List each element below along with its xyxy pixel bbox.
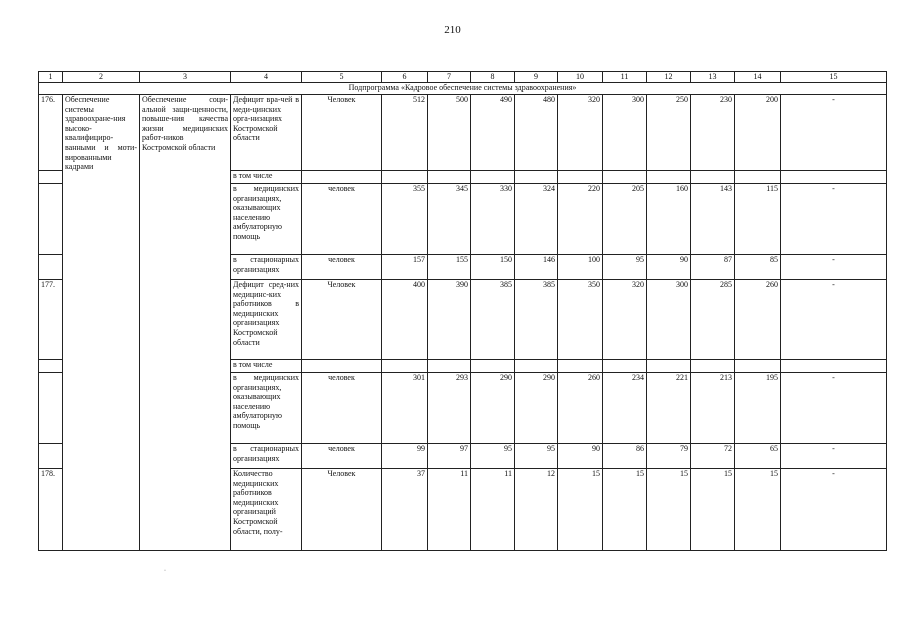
value-cell: [428, 171, 471, 184]
value-cell: [471, 360, 515, 373]
value-cell: 15: [735, 469, 781, 551]
value-cell: [603, 171, 647, 184]
row-number: 178.: [39, 469, 63, 551]
value-cell: [558, 360, 603, 373]
indicator-cell: в стационарных организациях: [231, 444, 302, 469]
indicator-cell: Количество медицинских работников медицинских организаций Костромской области, полу-: [231, 469, 302, 551]
row-number: [39, 373, 63, 444]
value-cell: 90: [558, 444, 603, 469]
value-cell: 350: [558, 280, 603, 360]
value-cell: 480: [515, 95, 558, 171]
value-cell: 85: [735, 255, 781, 280]
note-cell: [781, 360, 887, 373]
note-cell: -: [781, 373, 887, 444]
value-cell: 500: [428, 95, 471, 171]
value-cell: 37: [382, 469, 428, 551]
value-cell: 300: [647, 280, 691, 360]
value-cell: [691, 171, 735, 184]
col-header: 8: [471, 72, 515, 83]
row-number: [39, 255, 63, 280]
value-cell: 385: [515, 280, 558, 360]
row-number: [39, 360, 63, 373]
value-cell: 355: [382, 184, 428, 255]
page-number: 210: [444, 24, 461, 36]
value-cell: 87: [691, 255, 735, 280]
value-cell: [428, 360, 471, 373]
value-cell: 160: [647, 184, 691, 255]
note-cell: -: [781, 184, 887, 255]
indicator-cell: в том числе: [231, 360, 302, 373]
row-number: [39, 184, 63, 255]
note-cell: [781, 171, 887, 184]
value-cell: [603, 360, 647, 373]
value-cell: 79: [647, 444, 691, 469]
indicator-cell: Дефицит сред-них медицинс-ких работников в медицинских организациях Костромской области: [231, 280, 302, 360]
value-cell: 324: [515, 184, 558, 255]
value-cell: [647, 360, 691, 373]
value-cell: 15: [647, 469, 691, 551]
value-cell: 390: [428, 280, 471, 360]
value-cell: 11: [428, 469, 471, 551]
value-cell: [471, 171, 515, 184]
value-cell: 97: [428, 444, 471, 469]
row-number: [39, 171, 63, 184]
value-cell: 150: [471, 255, 515, 280]
value-cell: 15: [691, 469, 735, 551]
value-cell: 90: [647, 255, 691, 280]
value-cell: 155: [428, 255, 471, 280]
unit-cell: [302, 171, 382, 184]
col-header: 2: [63, 72, 140, 83]
indicator-cell: в том числе: [231, 171, 302, 184]
value-cell: 95: [515, 444, 558, 469]
value-cell: 86: [603, 444, 647, 469]
goal-cell: Обеспечение системы здравоохране-ния высоко-квалифициро-ванными и моти-вированными кадрами: [63, 95, 140, 551]
task-cell: Обеспечение соци-альной защи-щенности, повыше-ния качества жизни медицинских работ-ников Костромской области: [140, 95, 231, 551]
value-cell: 290: [471, 373, 515, 444]
col-header: 12: [647, 72, 691, 83]
table-row: [39, 95, 887, 171]
value-cell: 285: [691, 280, 735, 360]
note-cell: -: [781, 444, 887, 469]
value-cell: 320: [603, 280, 647, 360]
stray-mark: ·: [164, 568, 166, 574]
unit-cell: Человек: [302, 280, 382, 360]
row-number: [39, 444, 63, 469]
value-cell: [515, 171, 558, 184]
value-cell: 301: [382, 373, 428, 444]
value-cell: 11: [471, 469, 515, 551]
indicators-table: [38, 71, 887, 551]
value-cell: 205: [603, 184, 647, 255]
value-cell: 260: [735, 280, 781, 360]
col-header: 10: [558, 72, 603, 83]
value-cell: 230: [691, 95, 735, 171]
column-number-row: [39, 72, 887, 83]
value-cell: 330: [471, 184, 515, 255]
value-cell: [735, 360, 781, 373]
row-number: 176.: [39, 95, 63, 171]
value-cell: 250: [647, 95, 691, 171]
note-cell: -: [781, 95, 887, 171]
value-cell: 65: [735, 444, 781, 469]
col-header: 5: [302, 72, 382, 83]
value-cell: 99: [382, 444, 428, 469]
col-header: 3: [140, 72, 231, 83]
col-header: 9: [515, 72, 558, 83]
value-cell: 385: [471, 280, 515, 360]
indicator-cell: в медицинских организациях, оказывающих населению амбулаторную помощь: [231, 373, 302, 444]
indicator-cell: в медицинских организациях, оказывающих населению амбулаторную помощь: [231, 184, 302, 255]
indicator-cell: Дефицит вра-чей в меди-цинских орга-низациях Костромской области: [231, 95, 302, 171]
col-header: 14: [735, 72, 781, 83]
value-cell: 195: [735, 373, 781, 444]
col-header: 1: [39, 72, 63, 83]
row-number: 177.: [39, 280, 63, 360]
col-header: 13: [691, 72, 735, 83]
value-cell: 115: [735, 184, 781, 255]
value-cell: 220: [558, 184, 603, 255]
unit-cell: Человек: [302, 95, 382, 171]
value-cell: [382, 171, 428, 184]
value-cell: 290: [515, 373, 558, 444]
value-cell: 320: [558, 95, 603, 171]
note-cell: -: [781, 280, 887, 360]
value-cell: 200: [735, 95, 781, 171]
col-header: 4: [231, 72, 302, 83]
col-header: 15: [781, 72, 887, 83]
value-cell: 100: [558, 255, 603, 280]
value-cell: 15: [558, 469, 603, 551]
value-cell: 95: [603, 255, 647, 280]
value-cell: [647, 171, 691, 184]
unit-cell: Человек: [302, 469, 382, 551]
subprogram-row: [39, 83, 887, 95]
value-cell: 157: [382, 255, 428, 280]
value-cell: 293: [428, 373, 471, 444]
value-cell: [515, 360, 558, 373]
note-cell: -: [781, 469, 887, 551]
unit-cell: человек: [302, 255, 382, 280]
value-cell: 400: [382, 280, 428, 360]
value-cell: [382, 360, 428, 373]
unit-cell: человек: [302, 184, 382, 255]
col-header: 11: [603, 72, 647, 83]
unit-cell: человек: [302, 373, 382, 444]
value-cell: 300: [603, 95, 647, 171]
value-cell: 512: [382, 95, 428, 171]
subprogram-title: Подпрограмма «Кадровое обеспечение системы здравоохранения»: [39, 83, 887, 95]
value-cell: 95: [471, 444, 515, 469]
value-cell: 234: [603, 373, 647, 444]
value-cell: 260: [558, 373, 603, 444]
value-cell: 490: [471, 95, 515, 171]
value-cell: 143: [691, 184, 735, 255]
col-header: 6: [382, 72, 428, 83]
value-cell: 72: [691, 444, 735, 469]
value-cell: 221: [647, 373, 691, 444]
unit-cell: человек: [302, 444, 382, 469]
value-cell: 146: [515, 255, 558, 280]
value-cell: 345: [428, 184, 471, 255]
col-header: 7: [428, 72, 471, 83]
value-cell: 15: [603, 469, 647, 551]
unit-cell: [302, 360, 382, 373]
note-cell: -: [781, 255, 887, 280]
indicator-cell: в стационарных организациях: [231, 255, 302, 280]
value-cell: [558, 171, 603, 184]
value-cell: 12: [515, 469, 558, 551]
value-cell: [691, 360, 735, 373]
value-cell: 213: [691, 373, 735, 444]
value-cell: [735, 171, 781, 184]
